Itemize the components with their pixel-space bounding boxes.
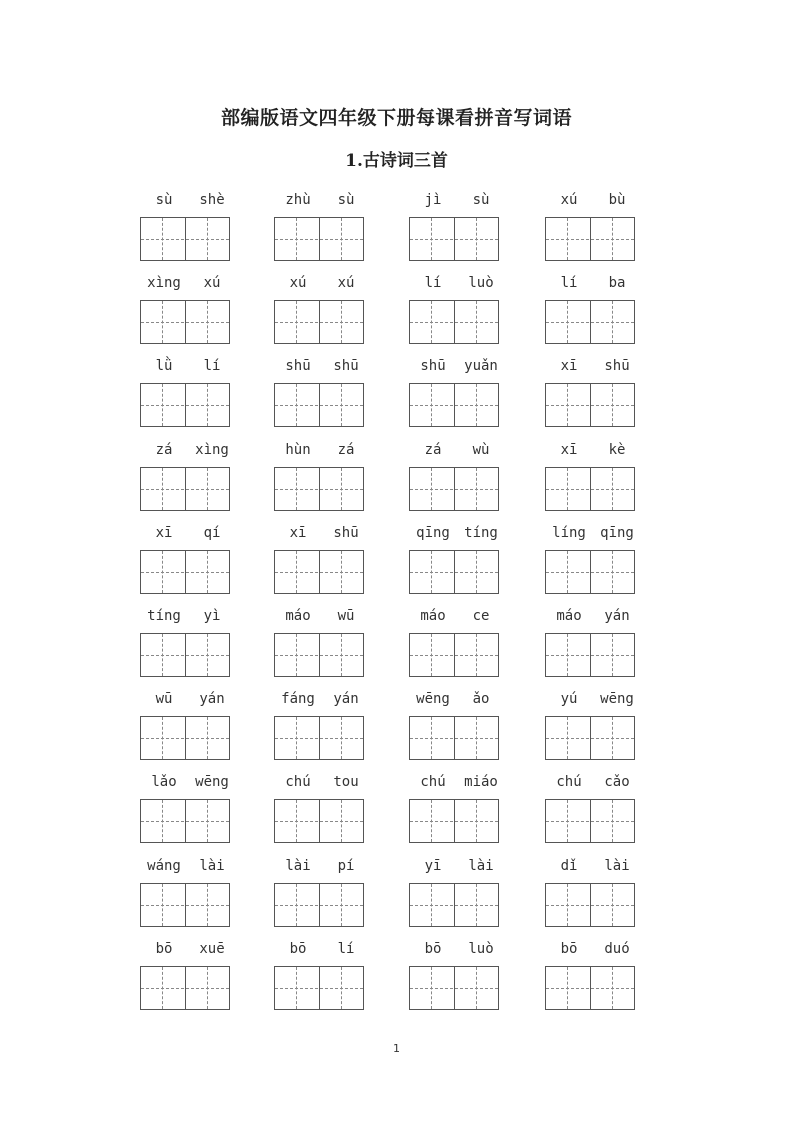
pinyin-label [409,442,505,462]
pinyin-syllable: máo [420,608,446,624]
pinyin-syllable: ce [472,608,490,624]
pinyin-label [140,275,236,295]
pinyin-syllable: wù [472,441,490,458]
pinyin-label [409,608,505,628]
pinyin-syllable: máo [285,608,311,624]
pinyin-syllable: yán [333,691,359,708]
writing-box[interactable] [274,883,364,927]
writing-box[interactable] [545,467,635,511]
pinyin-label [545,358,641,378]
pinyin-label [140,691,236,711]
pinyin-syllable: zá [337,441,355,458]
pinyin-syllable: sù [155,192,173,208]
pinyin-syllable: líng [552,524,586,541]
writing-box[interactable] [545,799,635,843]
pinyin-syllable: bù [608,192,626,208]
writing-box[interactable] [140,799,230,843]
pinyin-label [140,941,236,961]
writing-box[interactable] [409,716,499,760]
pinyin-syllable: máo [556,608,582,624]
pinyin-label [545,774,641,794]
writing-box[interactable] [545,217,635,261]
writing-box[interactable] [140,217,230,261]
pinyin-label [274,525,370,545]
pinyin-label [140,608,236,628]
pinyin-label [545,941,641,961]
pinyin-syllable: zá [424,441,442,458]
writing-box[interactable] [274,799,364,843]
pinyin-syllable: lí [560,275,578,292]
writing-box[interactable] [409,966,499,1010]
writing-box[interactable] [274,716,364,760]
writing-box[interactable] [140,383,230,427]
pinyin-label [274,774,370,794]
pinyin-syllable: wēng [195,774,229,791]
pinyin-syllable: lài [468,857,494,874]
pinyin-syllable: chú [285,774,311,791]
writing-box[interactable] [409,633,499,677]
writing-box[interactable] [545,966,635,1010]
pinyin-syllable: dǐ [560,857,578,874]
pinyin-label [545,192,641,212]
pinyin-syllable: qīng [600,524,634,541]
writing-box[interactable] [274,383,364,427]
page-number: 1 [393,1042,400,1055]
pinyin-syllable: sù [337,192,355,208]
writing-box[interactable] [409,550,499,594]
pinyin-label [545,858,641,878]
writing-box[interactable] [545,300,635,344]
pinyin-syllable: sù [472,192,490,208]
pinyin-label [274,358,370,378]
lesson-title: 1.古诗词三首 [345,151,448,171]
writing-box[interactable] [545,550,635,594]
pinyin-syllable: jì [424,192,442,208]
pinyin-syllable: duó [604,940,630,957]
pinyin-syllable: lài [604,857,630,874]
pinyin-syllable: lí [203,358,221,375]
writing-box[interactable] [140,300,230,344]
pinyin-syllable: yú [560,691,578,708]
pinyin-label [409,275,505,295]
pinyin-syllable: shū [604,358,630,375]
pinyin-label [545,525,641,545]
pinyin-syllable: xī [289,524,307,541]
pinyin-syllable: yán [604,608,630,624]
writing-box[interactable] [545,633,635,677]
pinyin-syllable: xú [337,275,355,292]
pinyin-label [140,192,236,212]
pinyin-label [140,442,236,462]
pinyin-syllable: tíng [147,608,181,624]
writing-box[interactable] [140,467,230,511]
pinyin-syllable: xìng [147,275,181,292]
pinyin-syllable: xuē [199,940,225,957]
pinyin-label [409,941,505,961]
pinyin-syllable: shū [333,358,359,375]
pinyin-syllable: bō [424,940,442,957]
pinyin-label [545,275,641,295]
writing-box[interactable] [409,300,499,344]
pinyin-syllable: lǎo [151,774,177,791]
pinyin-syllable: ǎo [472,691,490,708]
writing-box[interactable] [274,467,364,511]
pinyin-syllable: kè [608,441,626,458]
page-title: 部编版语文四年级下册每课看拼音写词语 [220,107,572,129]
writing-box[interactable] [274,633,364,677]
pinyin-label [409,774,505,794]
writing-box[interactable] [545,383,635,427]
writing-box[interactable] [409,883,499,927]
pinyin-syllable: bō [289,940,307,957]
pinyin-syllable: lǜ [155,358,173,375]
pinyin-syllable: luò [468,940,494,957]
writing-box[interactable] [409,799,499,843]
pinyin-syllable: shū [285,358,311,375]
pinyin-label [140,525,236,545]
pinyin-syllable: tou [333,774,359,791]
pinyin-label [409,192,505,212]
pinyin-syllable: xī [155,524,173,541]
writing-box[interactable] [274,217,364,261]
pinyin-syllable: xìng [195,441,229,458]
pinyin-syllable: miáo [464,774,498,791]
pinyin-label [274,941,370,961]
pinyin-syllable: xú [560,192,578,208]
pinyin-label [409,358,505,378]
pinyin-syllable: yán [199,691,225,708]
pinyin-syllable: yī [424,857,442,874]
pinyin-label [274,608,370,628]
pinyin-label [409,525,505,545]
pinyin-syllable: shū [420,358,446,375]
pinyin-syllable: yì [203,608,221,624]
pinyin-label [409,858,505,878]
writing-box[interactable] [545,716,635,760]
pinyin-label [140,358,236,378]
pinyin-label [274,275,370,295]
pinyin-syllable: shè [199,192,225,208]
pinyin-label [545,608,641,628]
pinyin-syllable: lí [424,275,442,292]
writing-box[interactable] [140,716,230,760]
writing-box[interactable] [140,966,230,1010]
pinyin-syllable: xī [560,441,578,458]
pinyin-syllable: qīng [416,524,450,541]
pinyin-syllable: luò [468,275,494,292]
pinyin-syllable: hùn [285,441,311,458]
pinyin-syllable: bō [155,940,173,957]
writing-box[interactable] [274,300,364,344]
pinyin-syllable: xú [203,275,221,292]
writing-box[interactable] [545,883,635,927]
pinyin-syllable: lài [199,857,225,874]
pinyin-syllable: fáng [281,691,315,708]
writing-box[interactable] [274,966,364,1010]
pinyin-syllable: lài [285,857,311,874]
pinyin-syllable: wū [155,691,173,708]
pinyin-syllable: tíng [464,524,498,541]
pinyin-syllable: zá [155,441,173,458]
pinyin-syllable: qí [203,524,221,541]
pinyin-label [545,691,641,711]
pinyin-syllable: cǎo [604,774,630,791]
writing-box[interactable] [409,467,499,511]
writing-box[interactable] [409,217,499,261]
pinyin-label [274,691,370,711]
pinyin-label [274,192,370,212]
writing-box[interactable] [140,633,230,677]
pinyin-syllable: wēng [416,691,450,708]
pinyin-label [140,858,236,878]
pinyin-syllable: ba [608,275,626,292]
pinyin-syllable: zhù [285,192,311,208]
pinyin-syllable: bō [560,940,578,957]
pinyin-label [140,774,236,794]
pinyin-label [545,442,641,462]
pinyin-syllable: xī [560,358,578,375]
writing-box[interactable] [409,383,499,427]
pinyin-syllable: chú [420,774,446,791]
pinyin-syllable: wáng [147,857,181,874]
writing-box[interactable] [140,550,230,594]
pinyin-syllable: wū [337,608,355,624]
pinyin-label [274,858,370,878]
pinyin-syllable: xú [289,275,307,292]
pinyin-syllable: shū [333,524,359,541]
pinyin-syllable: chú [556,774,582,791]
pinyin-syllable: yuǎn [464,358,498,375]
pinyin-syllable: lí [337,940,355,957]
pinyin-label [274,442,370,462]
pinyin-syllable: wēng [600,691,634,708]
pinyin-syllable: pí [337,857,355,874]
writing-box[interactable] [274,550,364,594]
pinyin-label [409,691,505,711]
writing-box[interactable] [140,883,230,927]
